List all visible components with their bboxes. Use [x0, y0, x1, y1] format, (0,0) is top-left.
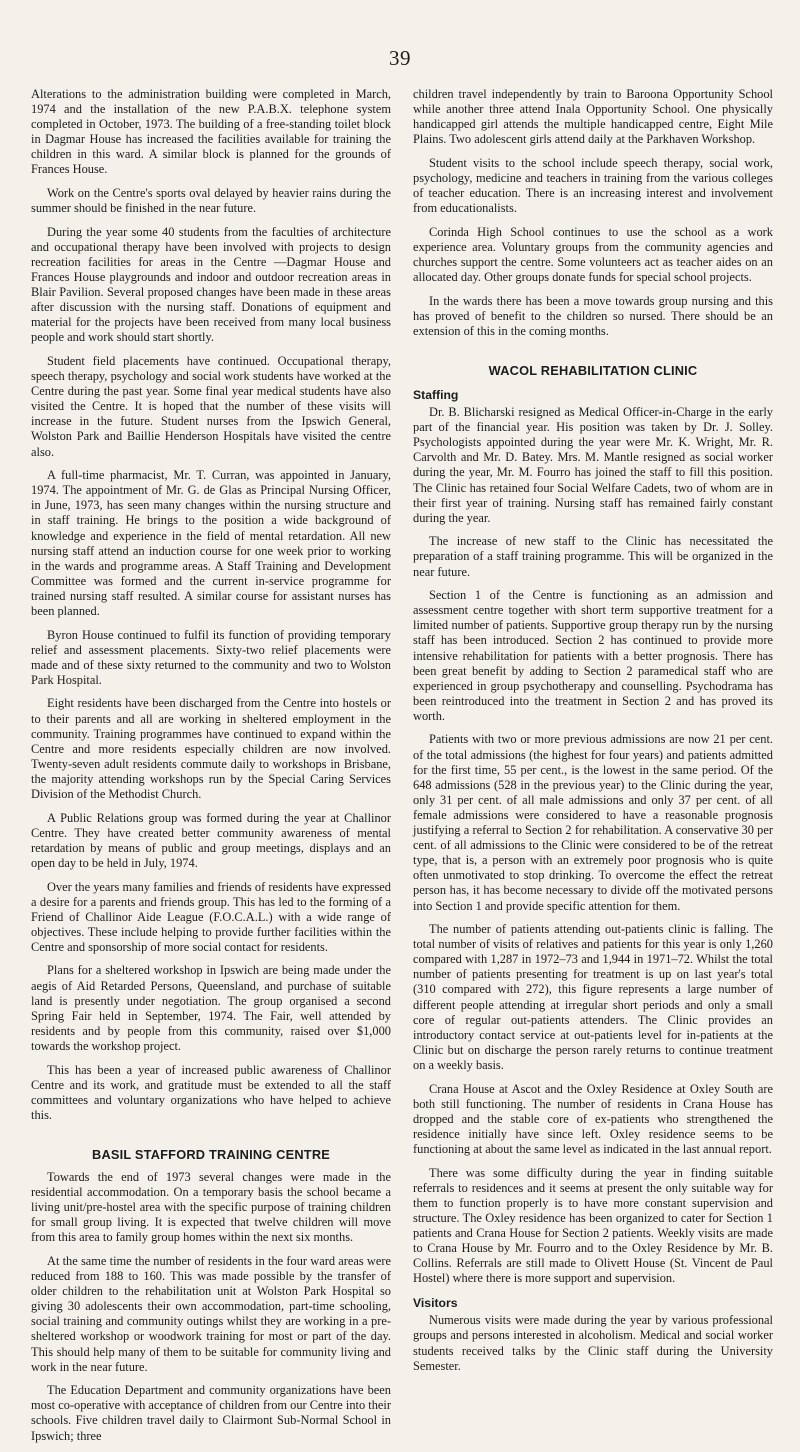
paragraph: There was some difficulty during the year in finding suitable referrals to residences and it seems at present the only suitable way for them to function properly is to have more constant supervision and structure. The Oxley residence has been organized to cater for Section 1 patients and Crana House for Section 2 patients. Weekly visits are made to Crana House by Mr. Fourro and to the Oxley Residence by Mr. B. Collins. Referrals are still made to Olivett House (St. Vincent de Paul Hostel) where there is more support and supervision. — [413, 1165, 773, 1286]
paragraph: In the wards there has been a move towards group nursing and this has proved of benefit to the children so nursed. There should be an extension of this in the coming months. — [413, 293, 773, 338]
paragraph: Patients with two or more previous admissions are now 21 per cent. of the total admissions (the highest for four years) and patients admitted for the first time, 55 per cent., is the lowest in the same period. Of the 648 admissions (528 in the previous year) to the Clinic during the year, only 31 per cent. of all male admissions and only 37 per cent. of all female admissions were considered to have a reasonable prognosis justifying a referral to Section 2 for rehabilitation. A conservative 30 per cent. of all admissions to the Clinic were considered to be of the retreat type, that is, a person with an extremely poor prognosis who is quite often unmotivated to stop drinking. To overcome the effect the retreat person has, it has become necessary to divide off the motivated persons into Section 1 and provide specific attention for them. — [413, 732, 773, 913]
paragraph: children travel independently by train to Baroona Opportunity School while another three attend Inala Opportunity School. One physically handicapped girl attends the multiple handicapped centre, Eight Mile Plains. Two adolescent girls attend daily at the Parkhaven Workshop. — [413, 87, 773, 147]
paragraph: Eight residents have been discharged from the Centre into hostels or to their parents and all are working in sheltered employment in the community. Training programmes have continued to expand within the Centre and more residents especially children are now involved. Twenty-seven adult residents commute daily to workshops in Brisbane, the majority attending workshops run by the Special Caring Services Division of the Methodist Church. — [31, 696, 391, 802]
paragraph: Student field placements have continued. Occupational therapy, speech therapy, psychology and social work students have worked at the Centre during the past year. Some final year medical students have also visited the Centre. It is hoped that the number of these visits will increase in the future. Student nurses from the Ipswich General, Wolston Park and Baillie Henderson Hospitals have visited the centre also. — [31, 354, 391, 459]
subheading-staffing: Staffing — [413, 388, 459, 402]
left-column — [31, 87, 391, 1452]
paragraph: Alterations to the administration building were completed in March, 1974 and the installation of the new P.A.B.X. telephone system completed in October, 1973. The building of a free-standing toilet block in Dagmar House has increased the facilities available for training the children in this ward. A similar block is planned for the grounds of Frances House. — [31, 87, 391, 177]
paragraph: The Education Department and community organizations have been most co-operative with acceptance of children from our Centre into their schools. Five children travel daily to Clairmont Sub-Normal School in Ipswich; three — [31, 1383, 391, 1443]
paragraph: The number of patients attending out-patients clinic is falling. The total number of visits of relatives and patients for this year is only 1,260 compared with 1,287 in 1972–73 and 1,944 in 1971–72. Whilst the total number of patients presenting for treatment is up on last year's total (310 compared with 272), this figure represents a large number of different people attending at irregular short periods and only a small core of regular out-patients attenders. The Clinic provides an introductory contact service at out-patients level for in-patients at the Clinic but on discharge the person rarely returns to continue treatment on a weekly basis. — [413, 922, 773, 1072]
paragraph: This has been a year of increased public awareness of Challinor Centre and its work, and gratitude must be extended to all the staff committees and voluntary organizations who have helped to achieve this. — [31, 1062, 391, 1122]
paragraph: Crana House at Ascot and the Oxley Residence at Oxley South are both still functioning. The number of residents in Crana House has dropped and the stable core of ex-patients who strengthened the residence initially have since left. Oxley residence seems to be functioning at about the same level as indicated in the last annual report. — [413, 1081, 773, 1156]
paragraph: Student visits to the school include speech therapy, social work, psychology, medicine and teachers in training from the various colleges of teacher education. There is an increasing interest and involvement from educationalists. — [413, 155, 773, 216]
paragraph: Plans for a sheltered workshop in Ipswich are being made under the aegis of Aid Retarded Persons, Queensland, and purchase of suitable land is presently under negotiation. The group organised a second Spring Fair held in September, 1974. The Fair, well attended by residents and by people from this community, raised over $1,000 towards the workshop project. — [31, 963, 391, 1053]
paragraph: During the year some 40 students from the faculties of architecture and occupational therapy have been involved with projects to design recreation facilities for areas in the Centre —Dagmar House and Frances House playgrounds and indoor and outdoor recreation areas in Blair Pavilion. Several proposed changes have been made in these areas after discussion with the nursing staff. Donations of equipment and material for the projects have been received from many local business people and work should start shortly. — [31, 224, 391, 345]
paragraph: Over the years many families and friends of residents have expressed a desire for a parents and friends group. This has led to the forming of a Friend of Challinor Aide League (F.O.C.A.L.) with a wide range of objectives. These include helping to provide further facilities within the Centre and sponsorship of more social contact for residents. — [31, 879, 391, 954]
page-number: 39 — [389, 46, 411, 70]
paragraph: Towards the end of 1973 several changes were made in the residential accommodation. On a temporary basis the school became a living unit/pre-hostel area with the specific purpose of training children for small group living. It is expected that twelve children will move from this area to family group homes within the next six months. — [31, 1170, 391, 1245]
paragraph: Dr. B. Blicharski resigned as Medical Officer-in-Charge in the early part of the financial year. His position was taken by Dr. J. Solley. Psychologists appointed during the year were Mr. K. Wright, Mr. R. Carvolth and Mr. D. Batey. Mrs. M. Mantle resigned as social worker during the year, Mr. M. Fourro has joined the staff to fill this position. The Clinic has retained four Social Welfare Cadets, two of whom are in their first year of training. Nursing staff has remained fairly constant during the year. — [413, 405, 773, 525]
section-heading-wacol: WACOL REHABILITATION CLINIC — [488, 362, 698, 378]
paragraph: Section 1 of the Centre is functioning as an admission and assessment centre together with short term supportive treatment for a limited number of patients. Supportive group therapy run by the nursing staff has been introduced. Section 2 has continued to provide more intensive rehabilitation for patients with a better prognosis. There has been great benefit by adding to Section 2 paramedical staff who are experienced in group psychotherapy and counselling. Psychodrama has been reintroduced into the treatment in Section 2 and has proved its worth. — [413, 588, 773, 723]
paragraph: At the same time the number of residents in the four ward areas were reduced from 188 to 160. This was made possible by the transfer of older children to the rehabilitation unit at Wolston Park Hospital so giving 30 adolescents their own accommodation, part-time schooling, social training and community outings whilst they are working in a pre-sheltered workshop or woodwork training for most or part of the day. This should help many of them to be suitable for community living and work in the near future. — [31, 1253, 391, 1374]
paragraph: Corinda High School continues to use the school as a work experience area. Voluntary groups from the community agencies and churches support the centre. Some volunteers act as teacher aides on an allocated day. Other groups donate funds for special school projects. — [413, 224, 773, 285]
paragraph: Work on the Centre's sports oval delayed by heavier rains during the summer should be finished in the near future. — [31, 186, 391, 216]
paragraph: A full-time pharmacist, Mr. T. Curran, was appointed in January, 1974. The appointment of Mr. G. de Glas as Principal Nursing Officer, in June, 1973, has seen many changes within the nursing structure and in staff training. He brings to the position a wide background of knowledge and experience in the field of mental retardation. All new nursing staff attend an induction course for one week prior to working in the wards and programme areas. A Staff Training and Development Committee was formed and the current in-service programme for trained nursing staff resulted. A similar course for assistant nurses has been planned. — [31, 468, 391, 618]
paragraph: The increase of new staff to the Clinic has necessitated the preparation of a staff training programme. This will be organized in the near future. — [413, 534, 773, 579]
subheading-visitors: Visitors — [413, 1296, 458, 1311]
section-heading-basil-stafford: BASIL STAFFORD TRAINING CENTRE — [92, 1146, 330, 1162]
paragraph: A Public Relations group was formed during the year at Challinor Centre. They have created better community awareness of mental retardation by means of public and group meetings, displays and an open day to be held in July, 1974. — [31, 810, 391, 870]
paragraph: Numerous visits were made during the year by various professional groups and persons interested in alcoholism. Medical and social worker students received talks by the Clinic staff during the University Semester. — [413, 1313, 773, 1373]
right-column — [413, 87, 773, 1382]
paragraph: Byron House continued to fulfil its function of providing temporary relief and assessment placements. Sixty-two relief placements were made and of these sixty returned to the community and two to Wolston Park Hospital. — [31, 627, 391, 687]
